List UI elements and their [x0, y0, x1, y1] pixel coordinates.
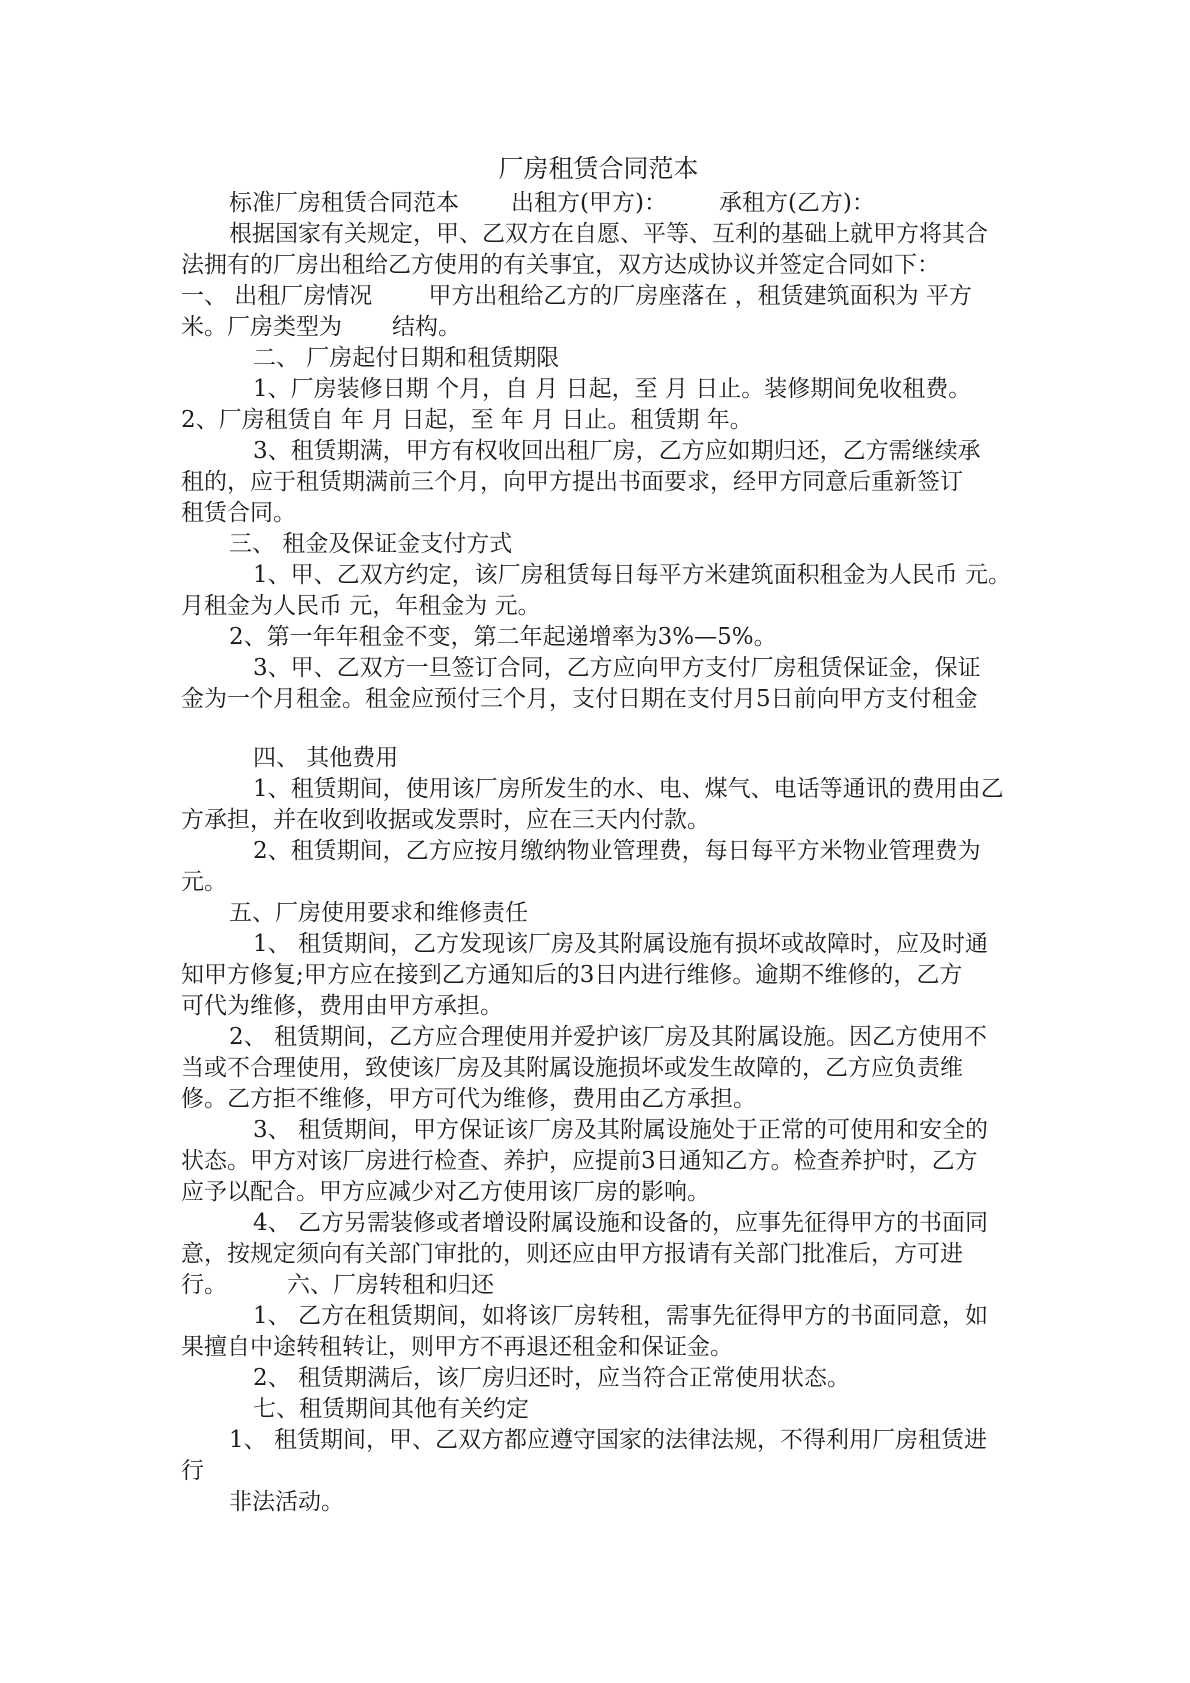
section-6-line: [181, 1270, 1016, 1301]
section-5-line: 4、 乙方另需装修或者增设附属设施和设备的，应事先征得甲方的书面同: [253, 1210, 988, 1236]
section-3-line: 3、甲、乙双方一旦签订合同，乙方应向甲方支付厂房租赁保证金，保证: [253, 655, 981, 681]
section-1-text: 甲方出租给乙方的厂房座落在 ，租赁建筑面积为 平方: [428, 283, 972, 309]
section-2-heading: 二、 厂房起付日期和租赁期限: [253, 345, 560, 371]
section-3-line: 月租金为人民币 元，年租金为 元。: [181, 593, 541, 619]
section-5-line: 知甲方修复;甲方应在接到乙方通知后的3日内进行维修。逾期不维修的，乙方: [181, 962, 963, 988]
section-6-line: 2、 租赁期满后，该厂房归还时，应当符合正常使用状态。: [253, 1365, 850, 1391]
section-7-heading: 七、租赁期间其他有关约定: [253, 1396, 529, 1422]
section-3-heading: 三、 租金及保证金支付方式: [229, 531, 513, 557]
section-2-line: 租的，应于租赁期满前三个月，向甲方提出书面要求，经甲方同意后重新签订: [181, 469, 963, 495]
section-1-line: [181, 281, 1016, 312]
section-6-line: 果擅自中途转租转让，则甲方不再退还租金和保证金。: [181, 1334, 733, 1360]
section-7-line: 非法活动。: [229, 1489, 344, 1515]
section-4-line: 元。: [181, 869, 227, 895]
section-1-line: [181, 312, 1016, 343]
section-5-line: 状态。甲方对该厂房进行检查、养护，应提前3日通知乙方。检查养护时，乙方: [181, 1148, 978, 1174]
blank-gap: [181, 715, 1016, 743]
document-title: 厂房租赁合同范本: [498, 154, 699, 183]
intro-line: 根据国家有关规定，甲、乙双方在自愿、平等、互利的基础上就甲方将其合: [229, 221, 988, 247]
contract-page: [181, 150, 1016, 1518]
section-3-line: 1、甲、乙双方约定，该厂房租赁每日每平方米建筑面积租金为人民币 元。: [253, 562, 1011, 588]
section-5-heading: 五、厂房使用要求和维修责任: [229, 900, 528, 926]
section-5-text: 行。: [181, 1272, 227, 1298]
section-5-line: 意，按规定须向有关部门审批的，则还应由甲方报请有关部门批准后，方可进: [181, 1241, 963, 1267]
section-1-heading: 一、 出租厂房情况: [181, 283, 373, 309]
section-5-line: 当或不合理使用，致使该厂房及其附属设施损坏或发生故障的，乙方应负责维: [181, 1055, 963, 1081]
section-2-line: 1、厂房装修日期 个月，自 月 日起，至 月 日止。装修期间免收租费。: [253, 376, 972, 402]
section-6-line: 1、 乙方在租赁期间，如将该厂房转租，需事先征得甲方的书面同意，如: [253, 1303, 988, 1329]
header-line: [181, 188, 1016, 219]
intro-line: 法拥有的厂房出租给乙方使用的有关事宜，双方达成协议并签定合同如下：: [181, 252, 940, 278]
section-2-line: 3、租赁期满，甲方有权收回出租厂房，乙方应如期归还，乙方需继续承: [253, 438, 981, 464]
section-5-line: 1、 租赁期间，乙方发现该厂房及其附属设施有损坏或故障时，应及时通: [253, 931, 988, 957]
section-2-line: 租赁合同。: [181, 500, 296, 526]
section-3-line: 金为一个月租金。租金应预付三个月，支付日期在支付月5日前向甲方支付租金: [181, 686, 978, 712]
section-4-heading: 四、 其他费用: [253, 745, 399, 771]
section-7-line: 1、 租赁期间，甲、乙双方都应遵守国家的法律法规，不得利用厂房租赁进: [229, 1427, 987, 1453]
section-5-line: 2、 租赁期间，乙方应合理使用并爱护该厂房及其附属设施。因乙方使用不: [229, 1024, 987, 1050]
section-5-line: 修。乙方拒不维修，甲方可代为维修，费用由乙方承担。: [181, 1086, 756, 1112]
section-5-line: 可代为维修，费用由甲方承担。: [181, 993, 503, 1019]
section-4-line: 方承担，并在收到收据或发票时，应在三天内付款。: [181, 807, 710, 833]
section-4-line: 1、租赁期间，使用该厂房所发生的水、电、煤气、电话等通讯的费用由乙: [253, 776, 1004, 802]
section-4-line: 2、租赁期间，乙方应按月缴纳物业管理费，每日每平方米物业管理费为: [253, 838, 981, 864]
doc-subtitle: 标准厂房租赁合同范本: [229, 190, 459, 216]
section-5-line: 应予以配合。甲方应减少对乙方使用该厂房的影响。: [181, 1179, 710, 1205]
section-1-text: 米。厂房类型为: [181, 314, 342, 340]
section-7-line: 行: [181, 1458, 204, 1484]
party-a-label: 出租方(甲方)：: [511, 190, 667, 216]
party-b-label: 承租方(乙方)：: [718, 190, 875, 216]
section-3-line: 2、第一年年租金不变，第二年起递增率为3%—5%。: [229, 624, 777, 650]
section-1-text: 结构。: [392, 314, 461, 340]
section-2-line: 2、厂房租赁自 年 月 日起，至 年 月 日止。租赁期 年。: [181, 407, 753, 433]
section-5-line: 3、 租赁期间，甲方保证该厂房及其附属设施处于正常的可使用和安全的: [253, 1117, 988, 1143]
section-6-heading: 六、厂房转租和归还: [287, 1272, 494, 1298]
